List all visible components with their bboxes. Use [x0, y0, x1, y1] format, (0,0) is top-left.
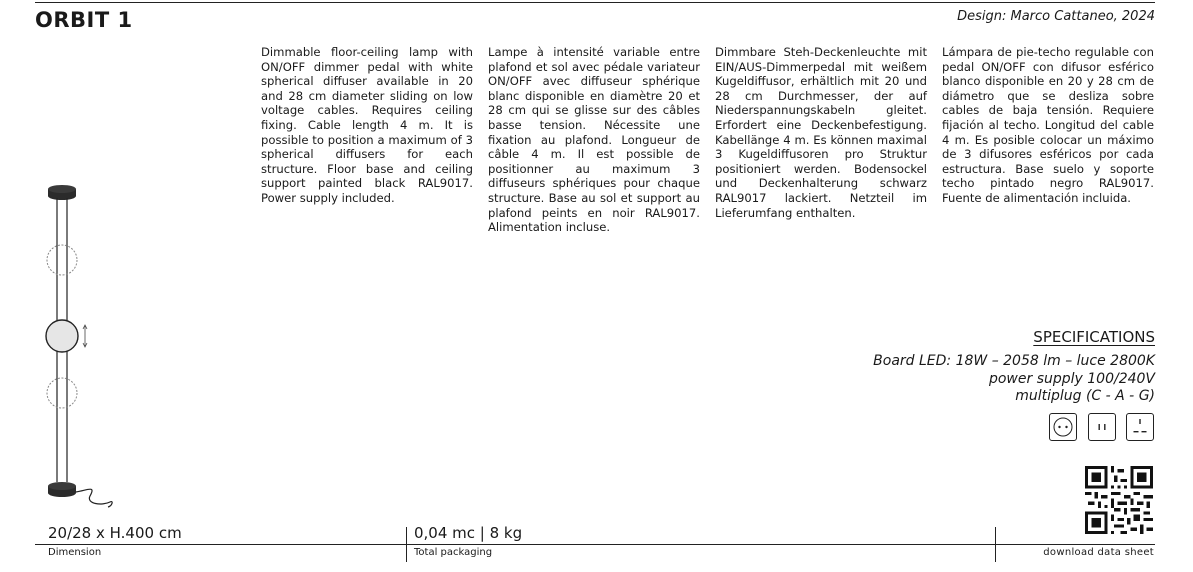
spec-multiplug: multiplug (C - A - G)	[1015, 388, 1155, 404]
footer-divider-1	[406, 527, 407, 562]
plug-type-a-icon	[1088, 413, 1116, 441]
floor-base	[48, 482, 76, 497]
description-german: Dimmbare Steh-Deckenleuchte mit EIN/AUS-Dimmerpedal mit weißem Kugeldiffusor, erhältlich mit 20 und 28 cm Durchmesser, der auf Niederspannungskabeln gleitet. Erfordert eine Deckenbefestigung. Kabellänge 4 m. Es können maximal 3 Kugeldiffusoren pro Struktur positioniert werden. Bodensockel und Deckenhalterung schwarz RAL9017 lackiert. Netzteil im Lieferumfang enthalten.	[715, 45, 927, 220]
product-title: ORBIT 1	[35, 8, 133, 32]
qr-code[interactable]	[1085, 466, 1153, 534]
packaging-label: Total packaging	[414, 547, 493, 558]
plug-type-g-icon	[1126, 413, 1154, 441]
dimension-value: 20/28 x H.400 cm	[48, 524, 182, 542]
ceiling-support	[48, 185, 76, 200]
footer-divider-2	[995, 527, 996, 562]
packaging-value: 0,04 mc | 8 kg	[414, 524, 523, 542]
diffuser-main	[46, 320, 78, 352]
diffuser-ghost-lower	[47, 378, 77, 408]
spec-power-supply: power supply 100/240V	[988, 371, 1155, 387]
bottom-rule	[35, 544, 1155, 545]
diffuser-ghost-upper	[47, 245, 77, 275]
slide-arrow-icon	[83, 325, 87, 347]
dimension-label: Dimension	[48, 547, 102, 558]
spec-board-led: Board LED: 18W – 2058 lm – luce 2800K	[873, 353, 1155, 369]
top-rule	[35, 2, 1155, 3]
specifications-heading: SPECIFICATIONS	[1033, 328, 1155, 346]
download-data-sheet-link[interactable]: download data sheet	[1043, 547, 1154, 558]
plug-type-c-icon	[1049, 413, 1077, 441]
description-english: Dimmable floor-ceiling lamp with ON/OFF dimmer pedal with white spherical diffuser available in 20 and 28 cm diameter sliding on low voltage cables. Requires ceiling fixing. Cable length 4 m. It is possible to position a maximum of 3 spherical diffusers for each structure. Floor base and ceiling support painted black RAL9017. Power supply included.	[261, 45, 473, 205]
power-cable	[76, 489, 112, 507]
designer-credit: Design: Marco Cattaneo, 2024	[957, 9, 1155, 24]
description-spanish: Lámpara de pie-techo regulable con pedal ON/OFF con difusor esférico blanco disponible en 20 y 28 cm de diámetro que se desliza sobre cables de baja tensión. Requiere fijación al techo. Longitud del cable 4 m. Es posible colocar un máximo de 3 difusores esféricos por cada estructura. Base suelo y soporte techo pintado negro RAL9017. Fuente de alimentación incluida.	[942, 45, 1154, 205]
lamp-illustration	[38, 180, 128, 510]
description-french: Lampe à intensité variable entre plafond et sol avec pédale variateur ON/OFF avec diffuseur sphérique blanc disponible en diamètre 20 et 28 cm qui se glisse sur des câbles basse tension. Nécessite une fixation au plafond. Longueur de câble 4 m. Il est possible de positionner au maximum 3 diffuseurs sphériques pour chaque structure. Base au sol et support au plafond peints en noir RAL9017. Alimentation incluse.	[488, 45, 700, 235]
